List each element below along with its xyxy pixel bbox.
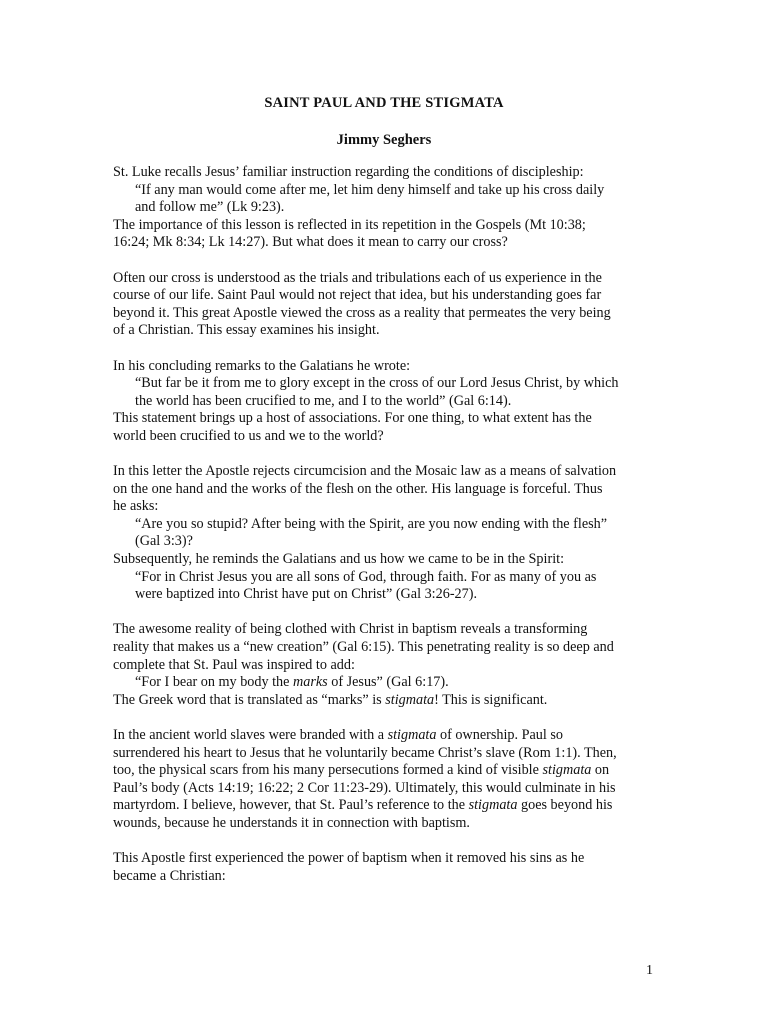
document-body <box>113 164 658 903</box>
text-line: In his concluding remarks to the Galatians he wrote: <box>113 357 411 374</box>
text-line: on the one hand and the works of the flesh on the other. His language is forceful. Thus <box>113 480 603 497</box>
text-line: reality that makes us a “new creation” (Gal 6:15). This penetrating reality is so deep and <box>113 639 614 656</box>
emphasis-marks: marks <box>293 674 328 691</box>
line-text: martyrdom. I believe, however, that St. Paul’s reference to the <box>113 797 469 814</box>
text-line: world been crucified to us and we to the world? <box>113 427 384 444</box>
text-line: of a Christian. This essay examines his insight. <box>113 322 380 339</box>
quote-line: “For in Christ Jesus you are all sons of God, through faith. For as many of you as <box>135 568 597 585</box>
paragraph-discipleship <box>113 164 658 252</box>
text-line: complete that St. Paul was inspired to add: <box>113 656 355 673</box>
paragraph-cross <box>113 270 658 340</box>
emphasis-stigmata: stigmata <box>387 727 437 743</box>
quote-line: and follow me” (Lk 9:23). <box>135 199 285 216</box>
line-text: of ownership. Paul so <box>436 727 563 743</box>
document-author: Jimmy Seghers <box>336 132 432 148</box>
emphasis-stigmata: stigmata <box>385 691 435 708</box>
quote-line: “Are you so stupid? After being with the Spirit, are you now ending with the flesh” <box>135 515 608 532</box>
quote-text: of Jesus” (Gal 6:17). <box>327 674 449 691</box>
text-line: he asks: <box>113 498 159 515</box>
line-text: ! This is significant. <box>434 691 548 708</box>
text-line: Subsequently, he reminds the Galatians and us how we came to be in the Spirit: <box>113 551 565 568</box>
text-line: Often our cross is understood as the trials and tribulations each of us experience in the <box>113 269 602 286</box>
line-text: In the ancient world slaves were branded with a <box>113 727 388 743</box>
quote-line: “If any man would come after me, let him deny himself and take up his cross daily <box>135 181 605 198</box>
line-text: too, the physical scars from his many persecutions formed a kind of visible <box>113 762 543 779</box>
line-text: on <box>591 762 610 779</box>
quote-text: “For I bear on my body the <box>135 674 293 691</box>
quote-line: the world has been crucified to me, and I to the world” (Gal 6:14). <box>135 392 512 409</box>
text-line: St. Luke recalls Jesus’ familiar instruction regarding the conditions of discipleship: <box>113 164 584 180</box>
text-line: 16:24; Mk 8:34; Lk 14:27). But what does it mean to carry our cross? <box>113 234 508 251</box>
paragraph-galatians <box>113 358 658 446</box>
text-line: course of our life. Saint Paul would not reject that idea, but his understanding goes far <box>113 287 602 304</box>
text-line: The importance of this lesson is reflected in its repetition in the Gospels (Mt 10:38; <box>113 216 586 233</box>
text-line: In this letter the Apostle rejects circumcision and the Mosaic law as a means of salvation <box>113 463 617 480</box>
emphasis-stigmata: stigmata <box>542 762 592 779</box>
document-title: SAINT PAUL AND THE STIGMATA <box>264 95 504 111</box>
line-text: goes beyond his <box>517 797 613 814</box>
text-line: Paul’s body (Acts 14:19; 16:22; 2 Cor 11:23-29). Ultimately, this would culminate in his <box>113 779 616 796</box>
line-text: The Greek word that is translated as “marks” is <box>113 691 386 708</box>
text-line: The awesome reality of being clothed with Christ in baptism reveals a transforming <box>113 621 588 638</box>
text-line <box>113 797 658 815</box>
quote-line: were baptized into Christ have put on Christ” (Gal 3:26-27). <box>135 586 477 603</box>
quote-line: “But far be it from me to glory except in the cross of our Lord Jesus Christ, by which <box>135 375 619 392</box>
text-line: surrendered his heart to Jesus that he voluntarily became Christ’s slave (Rom 1:1). Then, <box>113 744 617 761</box>
text-line: This statement brings up a host of associations. For one thing, to what extent has the <box>113 410 592 427</box>
paragraph-slaves <box>113 727 658 833</box>
text-line <box>113 762 658 780</box>
text-line <box>113 727 658 745</box>
text-line: This Apostle first experienced the power of baptism when it removed his sins as he <box>113 850 585 867</box>
text-line: became a Christian: <box>113 867 226 884</box>
text-line <box>113 692 658 710</box>
quote-line <box>113 674 658 692</box>
paragraph-new-creation <box>113 621 658 709</box>
quote-line: (Gal 3:3)? <box>135 533 193 550</box>
page-number: 1 <box>646 963 653 978</box>
text-line: wounds, because he understands it in connection with baptism. <box>113 814 470 831</box>
text-line: beyond it. This great Apostle viewed the cross as a reality that permeates the very being <box>113 304 611 321</box>
emphasis-stigmata: stigmata <box>468 797 518 814</box>
paragraph-circumcision <box>113 463 658 604</box>
paragraph-baptism <box>113 850 658 885</box>
